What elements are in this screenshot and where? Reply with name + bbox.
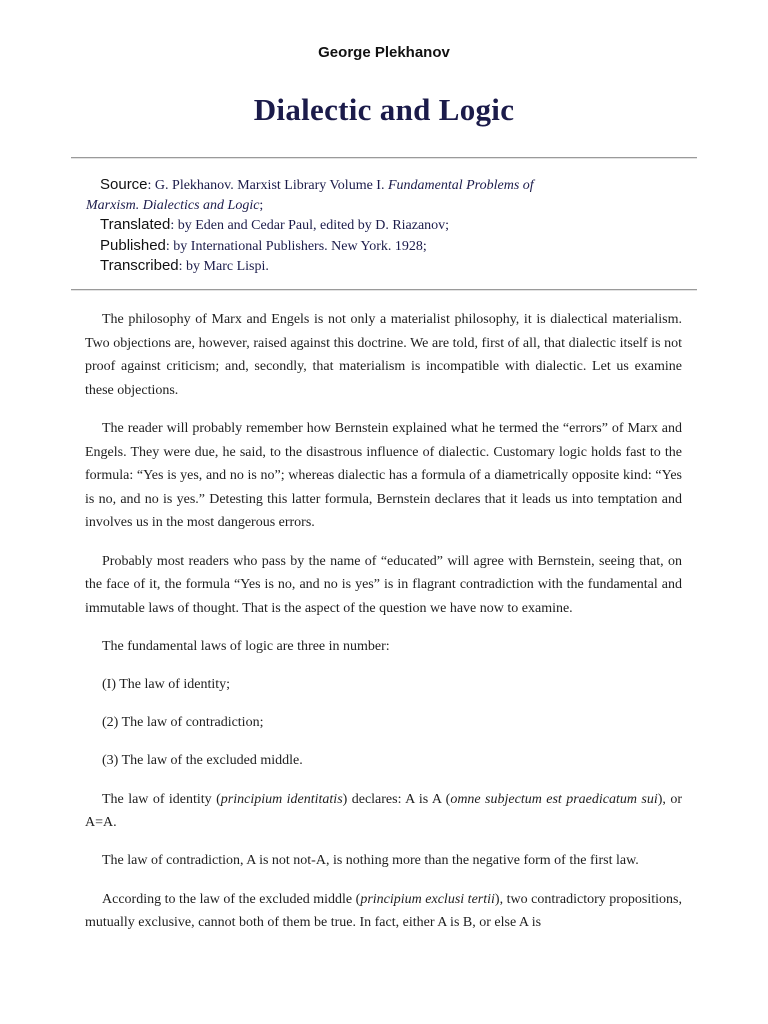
paragraph: The reader will probably remember how Bernstein explained what he termed the “errors” of Marx and Engels. They were due, he said, to the disastrous influence of dialectic. Customary logic holds fast to the formula: “Yes is yes, and no is no”; whereas dialectic has a formula of a diametrically opposite kind: “Yes is no, and no is yes.” Detesting this latter formula, Bernstein declares that it leads us into temptation and involves us in the most dangerous errors.	[85, 420, 682, 531]
list-item: (I) The law of identity;	[102, 677, 231, 693]
source-line	[86, 175, 626, 196]
text-span: ), or A=A.	[85, 791, 682, 831]
list-item: (3) The law of the excluded middle.	[102, 753, 303, 769]
text-span: The law of identity (	[102, 791, 221, 807]
source-label: Source	[100, 176, 148, 193]
latin-term: principium identitatis	[220, 791, 343, 807]
paragraph: Probably most readers who pass by the name of “educated” will agree with Bernstein, seeing that, on the face of it, the formula “Yes is no, and no is yes” is in flagrant contradiction with the fundamental and immutable laws of thought. That is the aspect of the question we have now to examine.	[85, 553, 682, 616]
paragraph	[85, 888, 682, 935]
published-line	[86, 236, 626, 257]
article-body	[85, 308, 682, 949]
text-span: ) declares: A is A (	[342, 791, 451, 807]
published-text: : by International Publishers. New York. 1928;	[165, 238, 427, 254]
text-span: According to the law of the excluded middle (	[102, 891, 361, 907]
translated-label: Translated	[100, 216, 171, 234]
transcribed-label: Transcribed	[100, 257, 179, 275]
source-info-block	[86, 175, 626, 277]
paragraph: The fundamental laws of logic are three in number:	[102, 638, 390, 654]
author-name: George Plekhanov	[318, 44, 450, 61]
bottom-divider	[71, 289, 697, 291]
published-label: Published	[100, 236, 166, 254]
source-text: : G. Plekhanov. Marxist Library Volume I.	[147, 178, 388, 193]
transcribed-text: : by Marc Lispi.	[178, 259, 269, 275]
latin-term: omne subjectum est praedicatum sui	[450, 791, 658, 807]
text-span: ), two contradictory propositions, mutually exclusive, cannot both of them be true. In fact, either A is B, or else A is	[85, 891, 682, 931]
source-line-cont	[86, 196, 626, 216]
list-item: (2) The law of contradiction;	[102, 715, 264, 731]
top-divider	[71, 157, 697, 159]
source-end: ;	[259, 197, 264, 213]
translated-text: : by Eden and Cedar Paul, edited by D. Riazanov;	[170, 218, 450, 234]
paragraph: The law of contradiction, A is not not-A, is nothing more than the negative form of the first law.	[102, 853, 639, 869]
translated-line	[86, 215, 626, 236]
transcribed-line	[86, 256, 626, 277]
source-work-title-cont: Marxism. Dialectics and Logic	[86, 197, 260, 213]
page-title: Dialectic and Logic	[253, 92, 515, 127]
latin-term: principium exclusi tertii	[360, 891, 495, 907]
paragraph: The philosophy of Marx and Engels is not only a materialist philosophy, it is dialectical materialism. Two objections are, however, raised against this doctrine. We are told, first of all, that dialectic itself is not proof against criticism; and, secondly, that materialism is incompatible with dialectic. Let us examine these objections.	[85, 312, 682, 398]
paragraph	[85, 788, 682, 835]
source-work-title: Fundamental Problems of	[387, 178, 534, 193]
